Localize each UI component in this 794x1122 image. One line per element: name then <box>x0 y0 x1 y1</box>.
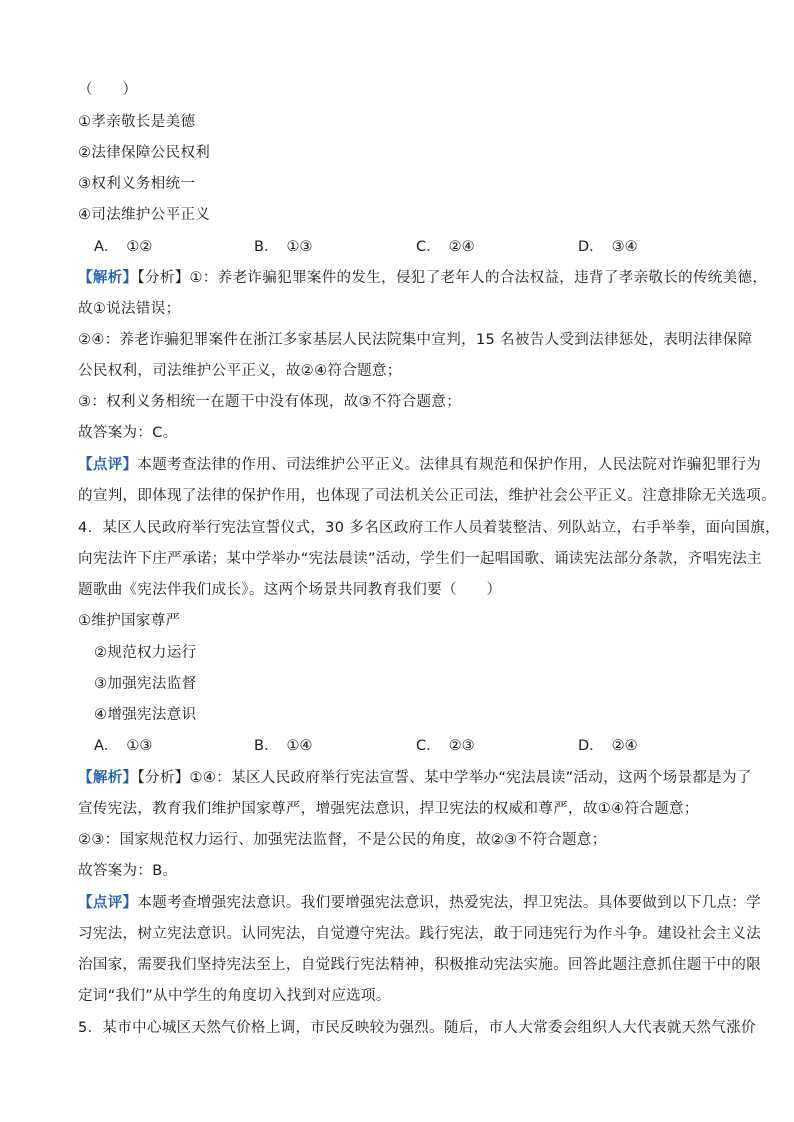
q3-analysis-line-3: ②④：养老诈骗犯罪案件在浙江多家基层人民法院集中宣判，15 名被告人受到法律惩处，表明法律保障 <box>78 332 753 348</box>
q3-item-4: ④司法维护公平正义 <box>78 207 211 223</box>
q4-option-d[interactable]: D． ②④ <box>578 738 638 754</box>
q5-stem-line-1: 5．某市中心城区天然气价格上调，市民反映较为强烈。随后，市人大常委会组织人大代表就天然气涨价 <box>78 1020 756 1036</box>
q4-item-1: ①维护国家尊严 <box>78 613 181 629</box>
q3-comment-line-1: 【点评】本题考查法律的作用、司法维护公平正义。法律具有规范和保护作用，人民法院对诈骗犯罪行为 <box>78 457 762 473</box>
q3-item-1: ①孝亲敬长是美德 <box>78 114 196 130</box>
q4-item-2: ②规范权力运行 <box>94 645 197 661</box>
q4-analysis-line-1: 【解析】【分析】①④：某区人民政府举行宪法宣誓、某中学举办“宪法晨读”活动，这两个场景都是为了 <box>78 770 752 786</box>
q3-analysis-line-6: 故答案为：C。 <box>78 425 178 441</box>
q4-stem-line-2: 向宪法许下庄严承诺；某中学举办“宪法晨读”活动，学生们一起唱国歌、诵读宪法部分条款，齐唱宪法主 <box>78 551 762 567</box>
q4-analysis-line-4: 故答案为：B。 <box>78 863 178 879</box>
q3-analysis-line-1: 【解析】【分析】①：养老诈骗犯罪案件的发生，侵犯了老年人的合法权益，违背了孝亲敬长的传统美德， <box>78 270 768 286</box>
comment-tag: 【点评】 <box>78 457 138 473</box>
q3-option-c[interactable]: C． ②④ <box>416 239 475 255</box>
q4-comment-line-1: 【点评】本题考查增强宪法意识。我们要增强宪法意识，热爱宪法，捍卫宪法。具体要做到以下几点：学 <box>78 895 762 911</box>
q4-option-a[interactable]: A． ①③ <box>94 738 153 754</box>
q4-analysis-line-2: 宣传宪法，教育我们维护国家尊严，增强宪法意识，捍卫宪法的权威和尊严，故①④符合题意； <box>78 801 699 817</box>
q4-stem-line-3: 题歌曲《宪法伴我们成长》。这两个场景共同教育我们要（ ） <box>78 582 502 598</box>
comment-tag: 【点评】 <box>78 895 138 911</box>
q3-item-2: ②法律保障公民权利 <box>78 145 211 161</box>
q4-comment-line-3: 治国家，需要我们坚持宪法至上，自觉践行宪法精神，积极推动宪法实施。回答此题注意抓住题干中的限 <box>78 957 762 973</box>
q3-analysis-line-5: ③：权利义务相统一在题干中没有体现，故③不符合题意； <box>78 394 462 410</box>
analysis-tag: 【解析】 <box>78 270 138 286</box>
q3-answer-paren: （ ） <box>78 82 138 98</box>
q4-analysis-line-3: ②③：国家规范权力运行、加强宪法监督，不是公民的角度，故②③不符合题意； <box>78 832 607 848</box>
q4-options <box>94 736 654 756</box>
q3-option-b[interactable]: B． ①③ <box>254 239 313 255</box>
q4-item-3: ③加强宪法监督 <box>94 676 197 692</box>
q3-options <box>94 237 654 257</box>
q4-option-b[interactable]: B． ①④ <box>254 738 313 754</box>
q3-item-3: ③权利义务相统一 <box>78 176 196 192</box>
q4-comment-line-2: 习宪法，树立宪法意识。认同宪法，自觉遵守宪法。践行宪法，敢于同违宪行为作斗争。建设社会主义法 <box>78 926 762 942</box>
q4-option-c[interactable]: C． ②③ <box>416 738 475 754</box>
q3-analysis-line-2: 故①说法错误； <box>78 301 181 317</box>
analysis-tag: 【解析】 <box>78 770 138 786</box>
q3-option-a[interactable]: A． ①② <box>94 239 153 255</box>
q3-option-d[interactable]: D． ③④ <box>578 239 638 255</box>
q4-comment-line-4: 定词“我们”从中学生的角度切入找到对应选项。 <box>78 988 391 1004</box>
q3-analysis-line-4: 公民权利，司法维护公平正义，故②④符合题意； <box>78 363 402 379</box>
q4-item-4: ④增强宪法意识 <box>94 707 197 723</box>
q3-comment-line-2: 的宣判，即体现了法律的保护作用，也体现了司法机关公正司法，维护社会公平正义。注意排除无关选项。 <box>78 488 776 504</box>
q4-stem-line-1: 4．某区人民政府举行宪法宣誓仪式，30 多名区政府工作人员着装整洁、列队站立，右手举拳，面向国旗， <box>78 520 780 536</box>
